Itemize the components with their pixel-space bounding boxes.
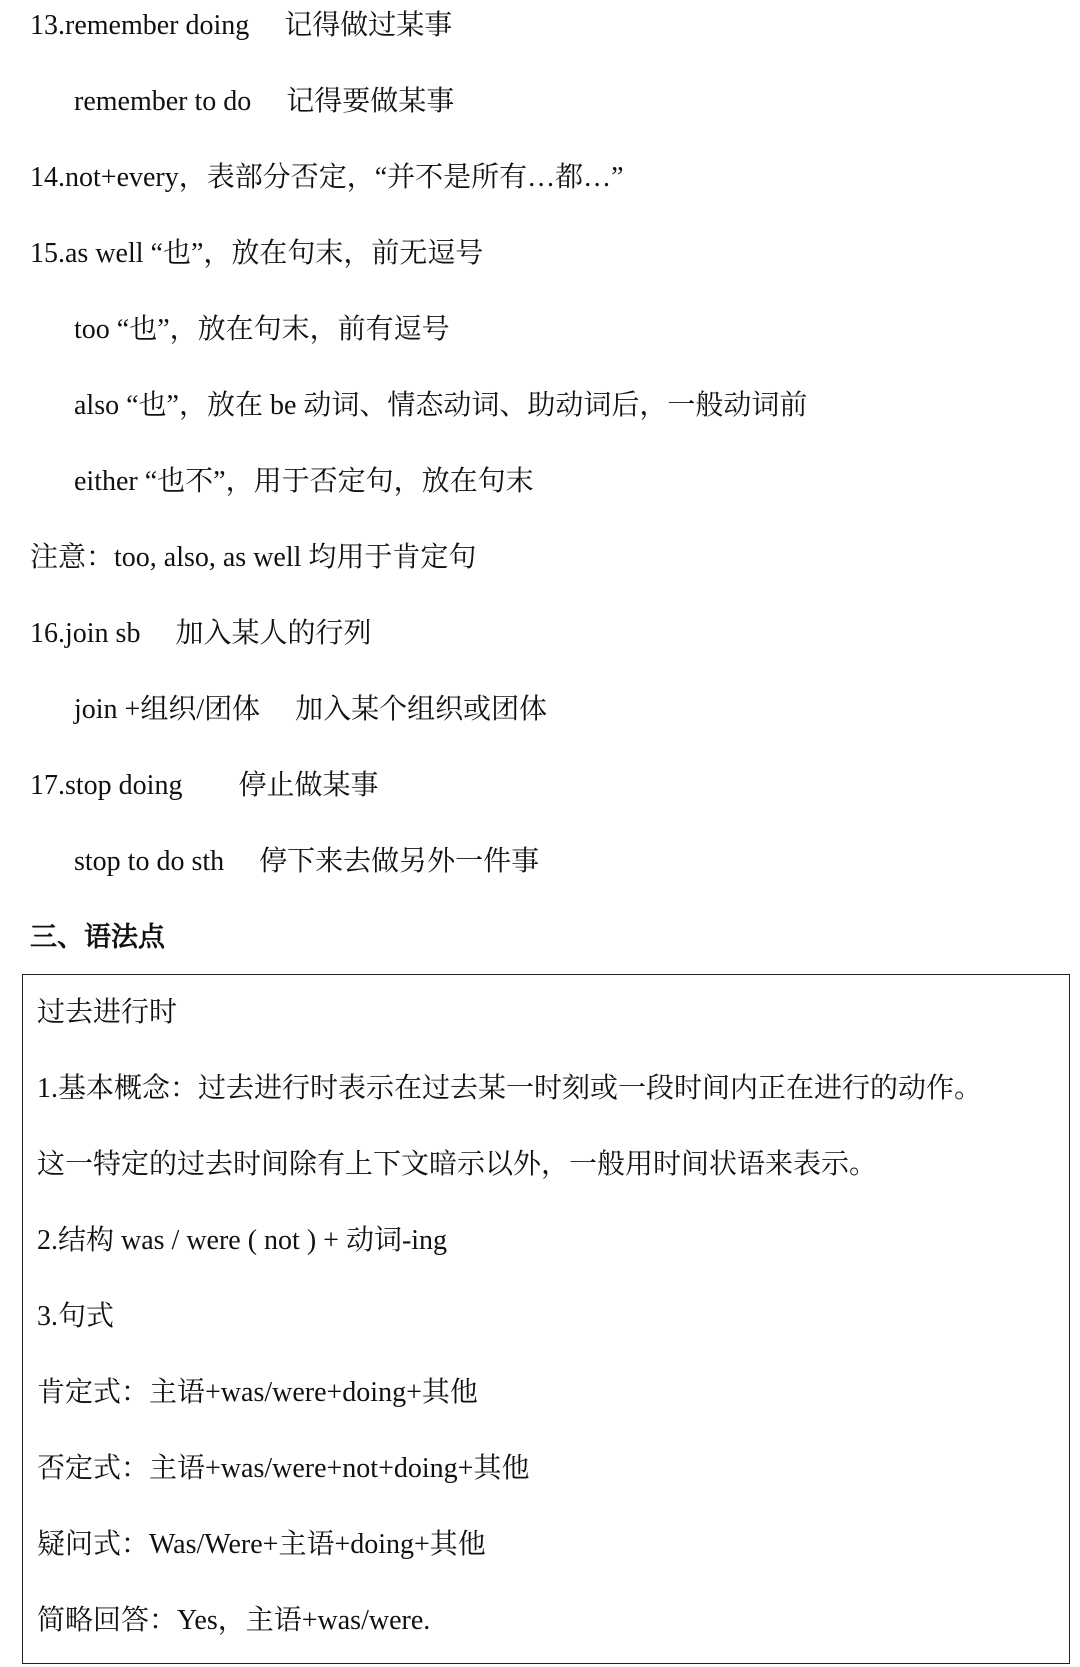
- grammar-question: 疑问式：Was/Were+主语+doing+其他: [37, 1529, 486, 1560]
- grammar-affirmative: 肯定式：主语+was/were+doing+其他: [37, 1377, 478, 1408]
- grammar-concept-line-2: 这一特定的过去时间除有上下文暗示以外，一般用时间状语来表示。: [37, 1149, 878, 1180]
- item-14-not-every: 14.not+every，表部分否定，“并不是所有…都…”: [30, 162, 624, 193]
- grammar-box: [22, 974, 1070, 1664]
- item-13-remember-doing: 13.remember doing 记得做过某事: [30, 10, 453, 41]
- grammar-structure: 2.结构 was / were ( not ) + 动词-ing: [37, 1225, 448, 1256]
- item-15-also: also “也”，放在 be 动词、情态动词、助动词后，一般动词前: [74, 390, 808, 421]
- item-17-stop-to-do: stop to do sth 停下来去做另外一件事: [74, 846, 540, 877]
- item-17-stop-doing: 17.stop doing 停止做某事: [30, 770, 379, 801]
- grammar-box-title: 过去进行时: [37, 997, 178, 1028]
- item-16-join-organization: join +组织/团体 加入某个组织或团体: [74, 694, 548, 725]
- item-15-either: either “也不”，用于否定句，放在句末: [74, 466, 534, 497]
- item-16-join-sb: 16.join sb 加入某人的行列: [30, 618, 372, 649]
- grammar-pattern-title: 3.句式: [37, 1301, 115, 1332]
- note-affirmative-usage: 注意：too, also, as well 均用于肯定句: [30, 542, 477, 573]
- item-15-too: too “也”，放在句末，前有逗号: [74, 314, 450, 345]
- item-13-remember-to-do: remember to do 记得要做某事: [74, 86, 455, 117]
- grammar-concept-line-1: 1.基本概念：过去进行时表示在过去某一时刻或一段时间内正在进行的动作。: [37, 1073, 983, 1104]
- grammar-negative: 否定式：主语+was/were+not+doing+其他: [37, 1453, 530, 1484]
- section-heading-grammar: 三、语法点: [30, 922, 165, 953]
- item-15-as-well: 15.as well “也”，放在句末，前无逗号: [30, 238, 484, 269]
- grammar-short-answer: 简略回答：Yes，主语+was/were.: [37, 1605, 431, 1636]
